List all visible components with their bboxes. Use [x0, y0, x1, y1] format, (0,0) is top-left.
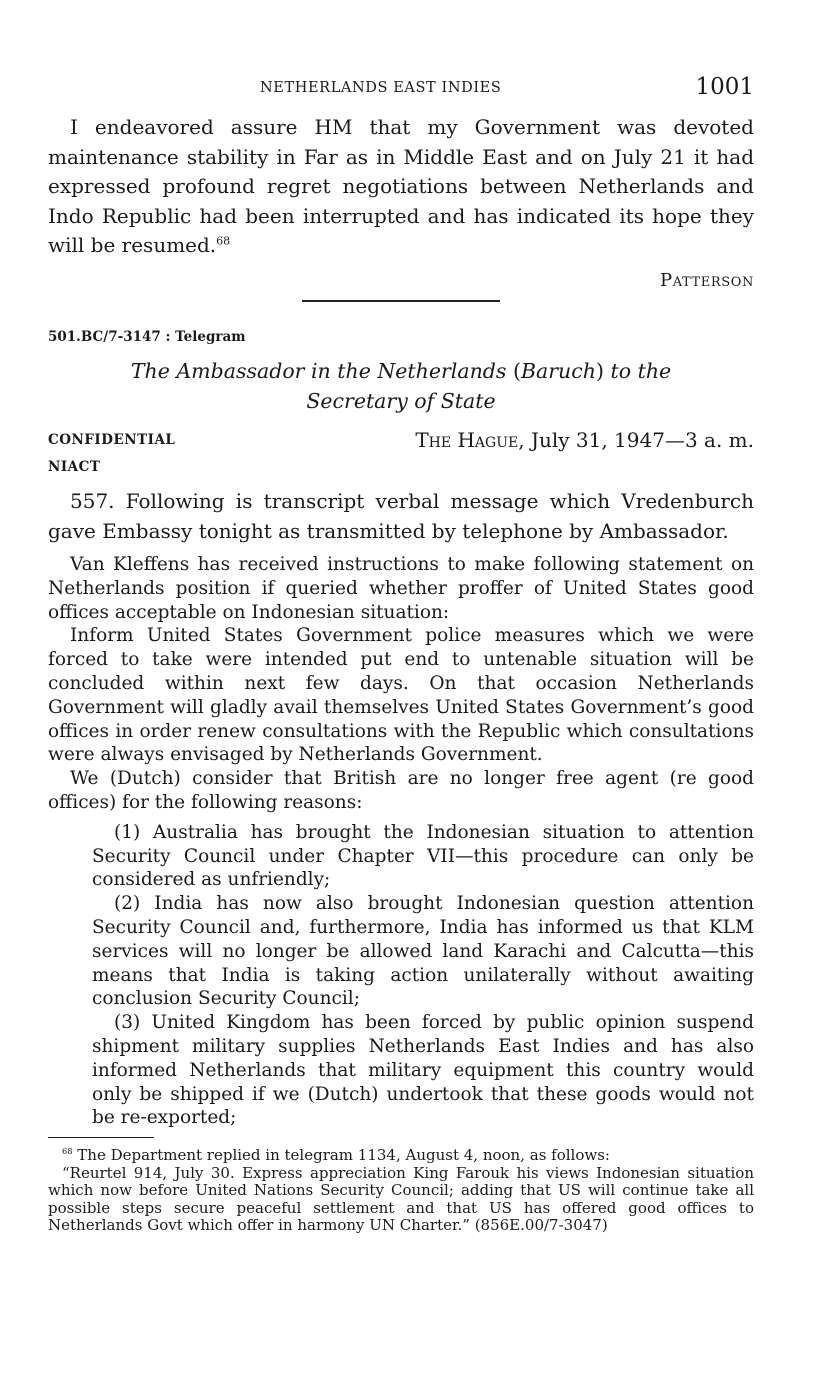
heading-part2: to the	[610, 359, 672, 383]
body-paragraph: We (Dutch) consider that British are no longer free agent (re good offices) for the following reasons:	[48, 768, 754, 813]
reason-item: (2) India has now also brought Indonesian question attention Security Council and, furthermore, India has informed us that KLM services will no longer be allowed land Karachi and Calcutta—this means that India is taking action unilaterally without awaiting conclusion Security Council;	[92, 893, 754, 1010]
dateline-place: The Hague,	[415, 428, 525, 452]
footnote-quote: “Reurtel 914, July 30. Express appreciation King Farouk his views Indonesian situation which now before United Nations Security Council; adding that US will continue take all possible steps secure peaceful settlement and that US has offered good offices to Netherlands Govt which offer in harmony UN Charter.” (856E.00/7-3047)	[48, 1163, 754, 1235]
file-reference: 501.BC/7-3147 : Telegram	[48, 329, 246, 345]
opening-text: I endeavored assure HM that my Government was devoted maintenance stability in Far as in Middle East and on July 21 it had expressed profound regret negotiations between Netherlands and Indo Republic had been interrupted and has indicated its hope they will be resumed.	[48, 115, 754, 257]
opening-paragraph	[48, 113, 754, 261]
telegram-intro	[48, 487, 754, 546]
footnote-number: 68	[62, 1146, 73, 1156]
running-title: NETHERLANDS EAST INDIES	[260, 80, 502, 96]
intro-paragraph: 557. Following is transcript verbal message which Vredenburch gave Embassy tonight as transmitted by telephone by Ambassador.	[48, 489, 754, 543]
body-paragraph: Inform United States Government police measures which we were forced to take were intended put end to untenable situation will be concluded within next few days. On that occasion Netherlands Government will gladly avail themselves United States Government’s good offices in order renew consultations with the Republic which consultations were always envisaged by Netherlands Government.	[48, 625, 754, 766]
footnotes	[48, 1147, 754, 1235]
document-heading: The Ambassador in the Netherlands (Baruch) to the Secretary of State	[48, 356, 754, 416]
footnote-divider	[48, 1137, 154, 1138]
signature: Patterson	[660, 270, 754, 291]
body-paragraph: Van Kleffens has received instructions to make following statement on Netherlands position if queried whether proffer of United States good offices acceptable on Indonesian situation:	[48, 554, 754, 623]
message-body	[48, 553, 754, 1130]
dateline	[415, 428, 754, 452]
page-number: 1001	[695, 74, 754, 100]
dateline-date: July 31, 1947—3 a. m.	[530, 428, 754, 452]
precedence-label: NIACT	[48, 459, 101, 475]
footnote-68	[48, 1147, 754, 1165]
footnote-ref: 68	[216, 234, 231, 248]
heading-part1: The Ambassador in the Netherlands	[130, 359, 507, 383]
document-page	[48, 0, 754, 1380]
reason-item: (3) United Kingdom has been forced by public opinion suspend shipment military supplies Netherlands East Indies and has also informed Netherlands that military equipment this country would only be shipped if we (Dutch) undertook that these goods would not be re-exported;	[92, 1012, 754, 1129]
heading-name: Baruch	[520, 359, 596, 383]
running-header	[48, 76, 754, 104]
heading-line2: Secretary of State	[306, 389, 496, 413]
classification-label: CONFIDENTIAL	[48, 432, 176, 448]
footnote-line1: The Department replied in telegram 1134, August 4, noon, as follows:	[77, 1146, 610, 1164]
section-divider	[302, 300, 500, 302]
reason-item: (1) Australia has brought the Indonesian situation to attention Security Council under Chapter VII—this procedure can only be considered as unfriendly;	[92, 821, 754, 891]
